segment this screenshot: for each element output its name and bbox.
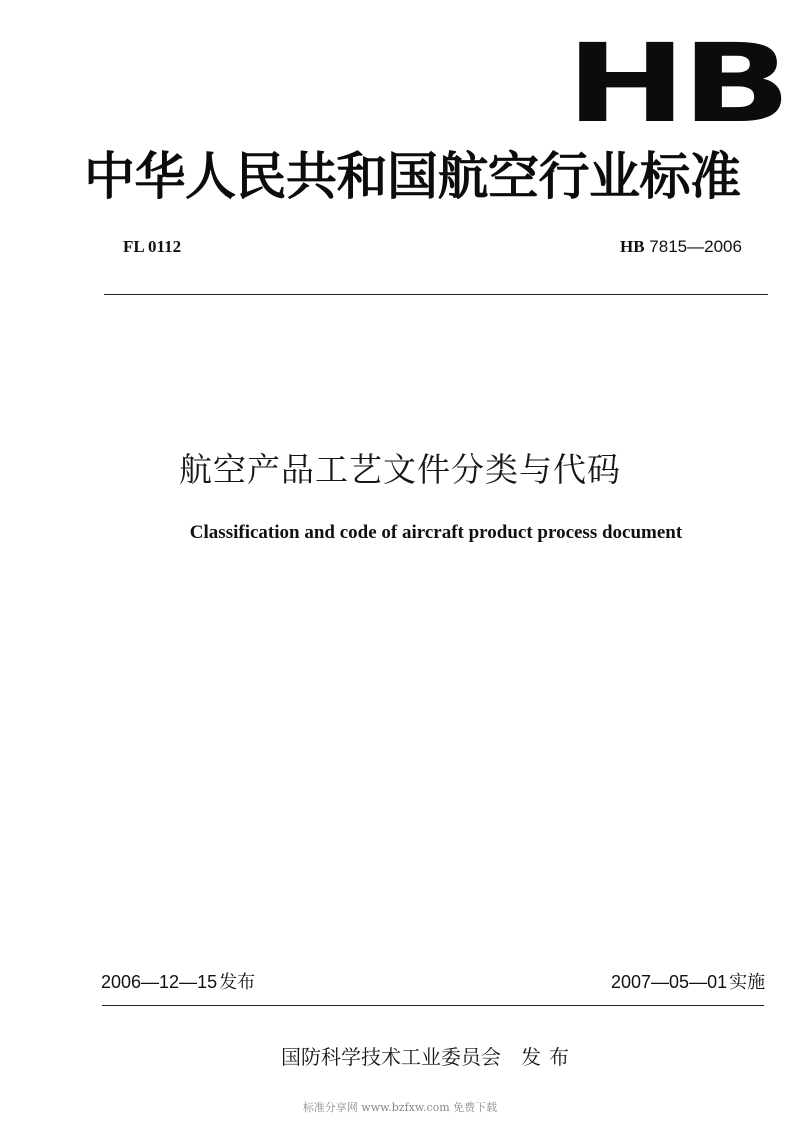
effective-date [611,970,765,995]
issue-date-label: 发布 [219,972,256,993]
standard-title: 中华人民共和国航空行业标准 [84,148,741,207]
header-divider [104,294,768,295]
footer-divider [102,1005,764,1006]
watermark: 标准分享网 www.bzfxw.com 免费下载 [302,1101,498,1114]
standard-number-value: 7815—2006 [649,237,742,256]
issue-date [101,970,255,995]
publish-word: 发布 [521,1045,577,1069]
classification-code: FL 0112 [123,237,182,256]
standard-number-prefix: HB [620,237,645,256]
publisher-line [281,1044,577,1070]
effective-date-label: 实施 [729,972,766,993]
document-title-cn: 航空产品工艺文件分类与代码 [179,450,621,489]
standard-number [620,236,742,258]
publisher-name: 国防科学技术工业委员会 [281,1045,501,1069]
effective-date-value: 2007—05—01 [611,972,728,992]
document-title-en: Classification and code of aircraft product process document [189,522,683,543]
issue-date-value: 2006—12—15 [101,972,218,992]
hb-logo: HB [566,19,787,147]
